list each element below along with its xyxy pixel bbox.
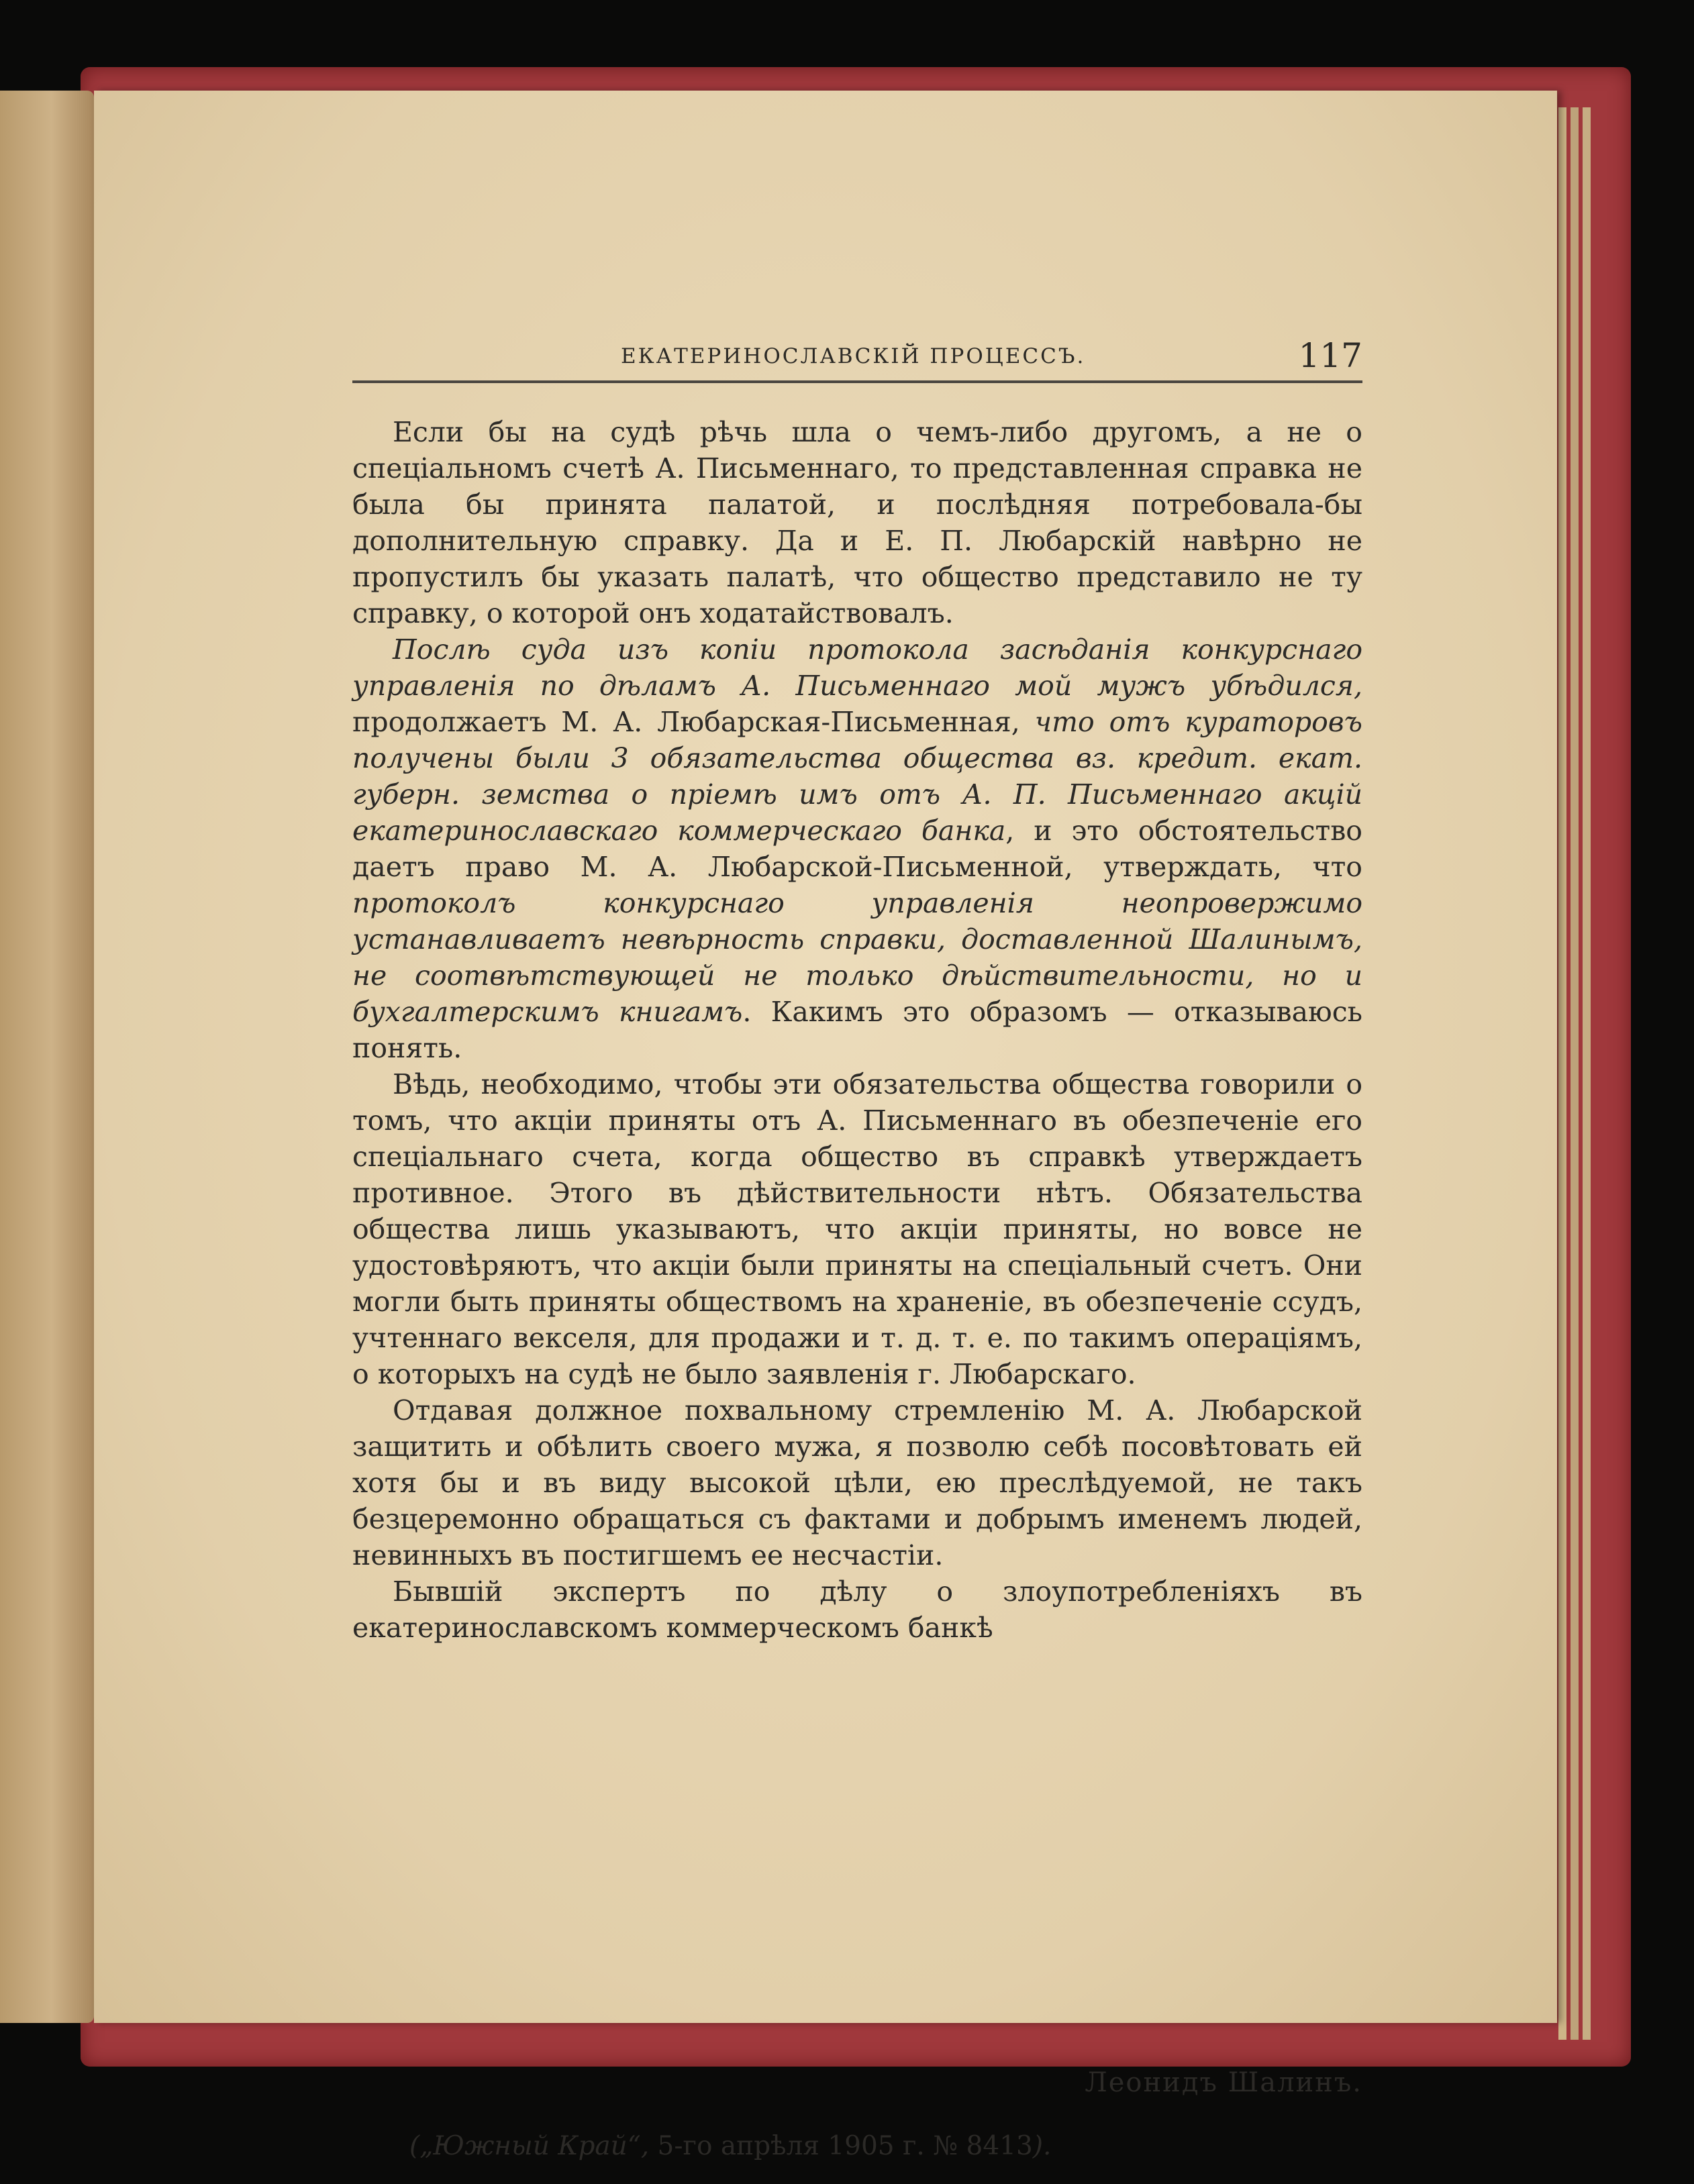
- italic-run: протоколъ конкурснаго управленія неопровержимо устанавливаетъ невѣрность справки, доставленной Шалинымъ, не соотвѣтствующей не только дѣйствительности, но и бухгалтерскимъ книгамъ: [352, 887, 1362, 1028]
- text-run: . Какимъ это образомъ — отказываюсь понять.: [352, 996, 1362, 1064]
- signature: Леонидъ Шалинъ.: [1085, 2067, 1362, 2098]
- page-number: 117: [1298, 336, 1362, 375]
- book-page: [94, 91, 1557, 2161]
- running-head: ЕКАТЕРИНОСЛАВСКІЙ ПРОЦЕССЪ.: [621, 344, 1086, 368]
- page-edge-strip: [1571, 107, 1579, 2040]
- page-edge-strip: [1583, 107, 1591, 2040]
- citation-run: ).: [1032, 2131, 1052, 2161]
- italic-run: что отъ кураторовъ получены были 3 обязательства общества вз. кредит. екат. губерн. земства о пріемѣ имъ отъ А. П. Письменнаго акцій екатеринославскаго коммерческаго банка: [352, 706, 1362, 847]
- text-run: Вѣдь, необходимо, чтобы эти обязательства общества говорили о томъ, что акціи приняты отъ А. Письменнаго въ обезпеченіе его спеціальнаго счета, когда общество въ справкѣ утверждаетъ противное. Этого въ дѣйствительности нѣтъ. Обязательства общества лишь указываютъ, что акціи приняты, но вовсе не удостовѣряютъ, что акціи были приняты на спеціальный счетъ. Они могли быть приняты обществомъ на храненіе, въ обезпеченіе ссудъ, учтеннаго векселя, для продажи и т. д. т. е. по такимъ операціямъ, о которыхъ на судѣ не было заявленія г. Любарскаго.: [352, 1068, 1362, 1390]
- source-citation: [409, 2128, 1051, 2165]
- paragraph: [352, 414, 1362, 631]
- text-run: Отдавая должное похвальному стремленію М. А. Любарской защитить и обѣлить своего мужа, я позволю себѣ посовѣтовать ей хотя бы и въ виду высокой цѣли, ею преслѣдуемой, не такъ безцеремонно обращаться съ фактами и добрымъ именемъ людей, невинныхъ въ постигшемъ ее несчастіи.: [352, 1394, 1362, 1571]
- citation-run: 5-го апрѣля 1905 г. № 8413: [649, 2131, 1033, 2161]
- citation-run: („Южный Край“,: [409, 2131, 650, 2161]
- paragraph: [352, 1392, 1362, 1573]
- article-body: [352, 414, 1362, 2161]
- text-run: продолжаетъ М. А. Любарская-Письменная,: [352, 706, 1035, 738]
- text-run: Бывшій экспертъ по дѣлу о злоупотребленіяхъ въ екатеринославскомъ коммерческомъ банкѣ: [352, 1575, 1362, 1644]
- page-edge-strip: [1558, 107, 1566, 2040]
- text-run: Если бы на судѣ рѣчь шла о чемъ-либо другомъ, а не о спеціальномъ счетѣ А. Письменнаго, то представленная справка не была бы принята палатой, и послѣдняя потребовала-бы дополнительную справку. Да и Е. П. Любарскій навѣрно не пропустилъ бы указать палатѣ, что общество представило не ту справку, о которой онъ ходатайствовалъ.: [352, 416, 1362, 629]
- text-run: , и это обстоятельство даетъ право М. А. Любарской-Письменной, утверждать, что: [352, 815, 1362, 883]
- left-page-edge: [0, 91, 94, 2023]
- page-header: [352, 319, 1362, 383]
- paragraph: [352, 631, 1362, 1066]
- paragraph: [352, 1066, 1362, 1392]
- paragraph: [352, 1573, 1362, 1646]
- italic-run: Послѣ суда изъ копіи протокола засѣданія конкурснаго управленія по дѣламъ А. Письменнаго мой мужъ убѣдился,: [352, 633, 1362, 702]
